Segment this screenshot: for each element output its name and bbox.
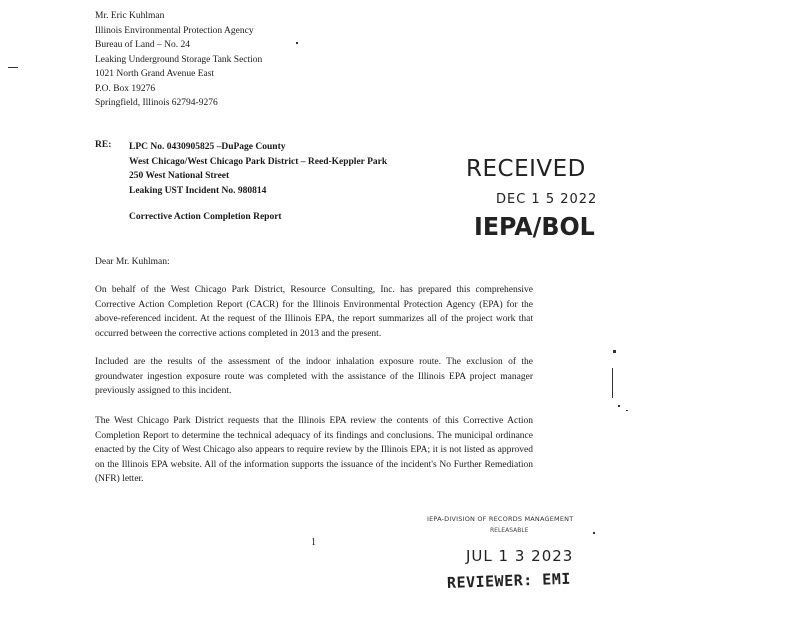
recipient-bureau: Bureau of Land – No. 24 bbox=[95, 40, 190, 50]
re-label: RE: bbox=[95, 140, 112, 150]
recipient-street: 1021 North Grand Avenue East bbox=[95, 69, 215, 79]
received-stamp-date: DEC 1 5 2022 bbox=[496, 192, 598, 207]
recipient-name: Mr. Eric Kuhlman bbox=[95, 11, 165, 21]
scan-mark bbox=[612, 368, 613, 398]
recipient-section: Leaking Underground Storage Tank Section bbox=[95, 54, 263, 65]
records-stamp-date: JUL 1 3 2023 bbox=[466, 547, 574, 565]
records-stamp-releasable: RELEASABLE bbox=[490, 527, 529, 534]
recipient-pobox: P.O. Box 19276 bbox=[95, 83, 156, 94]
scan-mark bbox=[8, 67, 18, 68]
body-paragraph-1: On behalf of the West Chicago Park District, Resource Consulting, Inc. has prepared this comprehensive Corrective Action Completion Report (CACR) for the Illinois Environmental Protection Agency (EPA) for the above-referenced incident. At the request of the Illinois EPA, the report summarizes all of the project work that occurred between the corrective actions completed in 2013 and the present. bbox=[95, 285, 533, 339]
scan-mark bbox=[626, 410, 628, 411]
body-paragraph-2: Included are the results of the assessment of the indoor inhalation exposure route. The exclusion of the groundwater ingestion exposure route was completed with the assistance of the Illinois EPA project manager previously assigned to this incident. bbox=[95, 357, 533, 396]
scan-mark bbox=[593, 532, 595, 534]
scan-mark bbox=[613, 350, 616, 353]
re-incident-number: Leaking UST Incident No. 980814 bbox=[129, 185, 267, 196]
recipient-address bbox=[95, 9, 262, 111]
salutation: Dear Mr. Kuhlman: bbox=[95, 257, 170, 267]
body-paragraph-3: The West Chicago Park District requests that the Illinois EPA review the contents of this Corrective Action Completion Report to determine the technical adequacy of its findings and conclusions. The municipal ordinance enacted by the City of West Chicago also appears to require review by the Illinois EPA; it is not listed as approved on the Illinois EPA website. All of the information supports the issuance of the incident's No Further Remediation (NFR) letter. bbox=[95, 416, 533, 484]
scan-mark bbox=[296, 42, 298, 44]
page-number: 1 bbox=[311, 537, 316, 548]
received-stamp: RECEIVED bbox=[466, 156, 586, 182]
recipient-city: Springfield, Illinois 62794-9276 bbox=[95, 98, 218, 108]
re-report-title: Corrective Action Completion Report bbox=[129, 212, 282, 222]
re-lpc-number: LPC No. 0430905825 –DuPage County bbox=[129, 142, 286, 152]
recipient-agency: Illinois Environmental Protection Agency bbox=[95, 25, 254, 36]
re-street: 250 West National Street bbox=[129, 171, 230, 181]
re-site-name: West Chicago/West Chicago Park District – Reed-Keppler Park bbox=[129, 156, 388, 167]
received-stamp-office: IEPA/BOL bbox=[474, 212, 595, 241]
records-stamp-heading: IEPA-DIVISION OF RECORDS MANAGEMENT bbox=[427, 515, 574, 523]
re-block bbox=[129, 140, 387, 198]
scan-mark bbox=[618, 405, 620, 407]
records-stamp-reviewer: REVIEWER: EMI bbox=[446, 569, 572, 592]
